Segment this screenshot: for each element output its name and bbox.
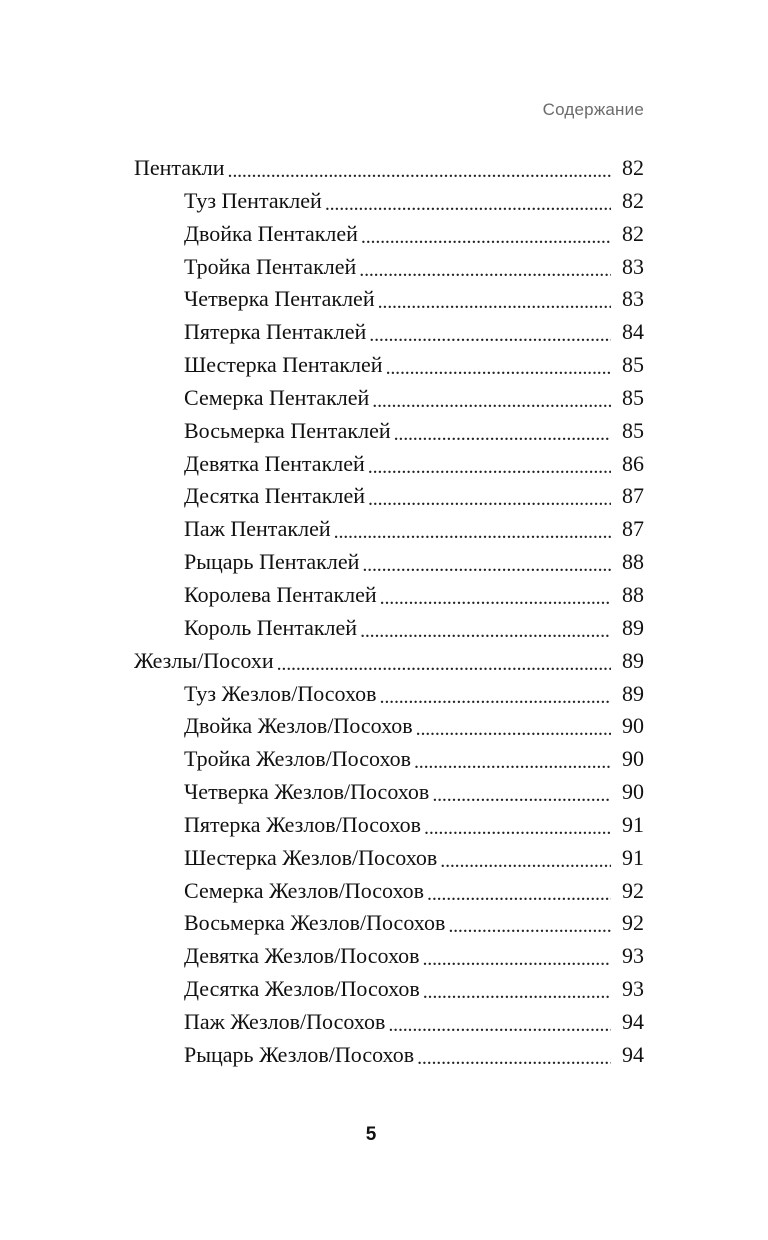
toc-entry-title: Туз Пентаклей (184, 187, 322, 213)
toc-entry[interactable] (134, 185, 644, 218)
dot-leader (423, 975, 611, 999)
toc-entry-title: Пентакли (134, 155, 225, 180)
dot-leader (427, 877, 611, 901)
toc-entry-title: Рыцарь Пентаклей (184, 549, 360, 575)
toc-entry-title: Паж Жезлов/Посохов (184, 1008, 386, 1034)
dot-leader (325, 187, 611, 211)
toc-entry-title: Жезлы/Посохи (134, 647, 274, 673)
toc-entry-page: 90 (622, 779, 644, 805)
dot-leader (414, 745, 611, 769)
toc-entry-title: Семерка Пентаклей (184, 384, 370, 410)
toc-entry[interactable] (134, 316, 644, 349)
toc-entry-page: 82 (622, 155, 644, 180)
toc-entry[interactable] (134, 415, 644, 448)
dot-leader (423, 942, 612, 966)
dot-leader (359, 253, 611, 277)
dot-leader (334, 515, 611, 539)
dot-leader (380, 581, 611, 605)
dot-leader (378, 285, 611, 309)
toc-entry[interactable] (134, 940, 644, 973)
toc-entry-title: Восьмерка Пентаклей (184, 417, 391, 443)
toc-entry-page: 89 (622, 647, 644, 673)
toc-section-entry[interactable] (134, 645, 644, 678)
toc-entry-page: 83 (622, 286, 644, 312)
toc-entry-title: Туз Жезлов/Посохов (184, 680, 377, 706)
toc-entry-page: 94 (622, 1008, 644, 1034)
dot-leader (432, 778, 611, 802)
toc-entry[interactable] (134, 546, 644, 579)
toc-entry[interactable] (134, 283, 644, 316)
dot-leader (368, 482, 611, 506)
toc-entry-title: Семерка Жезлов/Посохов (184, 877, 425, 903)
toc-entry-title: Рыцарь Жезлов/Посохов (184, 1041, 415, 1067)
toc-entry-page: 87 (622, 516, 644, 542)
toc-entry[interactable] (134, 809, 644, 842)
toc-entry-page: 85 (622, 352, 644, 378)
toc-entry-title: Десятка Жезлов/Посохов (184, 976, 420, 1002)
dot-leader (424, 811, 611, 835)
toc-entry-page: 86 (622, 450, 644, 476)
toc-entry-title: Девятка Пентаклей (184, 450, 365, 476)
toc-entry-page: 93 (622, 976, 644, 1002)
dot-leader (361, 220, 611, 244)
dot-leader (394, 417, 611, 441)
dot-leader (362, 548, 611, 572)
toc-entry[interactable] (134, 875, 644, 908)
toc-entry[interactable] (134, 480, 644, 513)
toc-entry[interactable] (134, 1006, 644, 1039)
toc-entry-title: Четверка Жезлов/Посохов (184, 779, 430, 805)
toc-entry[interactable] (134, 776, 644, 809)
toc-entry[interactable] (134, 382, 644, 415)
page-number: 5 (365, 1124, 377, 1145)
toc-entry-page: 92 (622, 877, 644, 903)
toc-entry-page: 91 (622, 844, 644, 870)
toc-entry[interactable] (134, 513, 644, 546)
dot-leader (228, 154, 611, 178)
toc-entry[interactable] (134, 579, 644, 612)
dot-leader (380, 680, 611, 704)
toc-entry[interactable] (134, 907, 644, 940)
toc-entry[interactable] (134, 678, 644, 711)
toc-entry-title: Девятка Жезлов/Посохов (184, 943, 420, 969)
toc-entry[interactable] (134, 842, 644, 875)
toc-entry-title: Пятерка Жезлов/Посохов (184, 811, 422, 837)
toc-entry-title: Шестерка Пентаклей (184, 352, 383, 378)
dot-leader (440, 844, 611, 868)
running-header: Содержание (542, 100, 644, 119)
dot-leader (360, 614, 611, 638)
toc-entry[interactable] (134, 973, 644, 1006)
dot-leader (277, 647, 611, 671)
dot-leader (386, 351, 611, 375)
toc-entry-title: Двойка Жезлов/Посохов (184, 713, 413, 739)
toc-entry[interactable] (134, 448, 644, 481)
toc-entry[interactable] (134, 710, 644, 743)
toc-entry-title: Паж Пентаклей (184, 516, 331, 542)
dot-leader (369, 318, 611, 342)
toc-entry-title: Шестерка Жезлов/Посохов (184, 844, 438, 870)
toc-entry-title: Тройка Жезлов/Посохов (184, 746, 411, 772)
toc-entry-page: 85 (622, 384, 644, 410)
toc-entry[interactable] (134, 743, 644, 776)
toc-entry[interactable] (134, 218, 644, 251)
toc-section-entry[interactable] (134, 152, 644, 185)
toc-entry-title: Пятерка Пентаклей (184, 319, 367, 345)
toc-entry-page: 90 (622, 713, 644, 739)
toc-entry-title: Двойка Пентаклей (184, 220, 358, 246)
toc-entry-page: 82 (622, 220, 644, 246)
toc-entry-page: 83 (622, 253, 644, 279)
toc-entry-title: Королева Пентаклей (184, 581, 377, 607)
dot-leader (372, 384, 611, 408)
toc-entry-title: Четверка Пентаклей (184, 286, 375, 312)
toc-entry-page: 89 (622, 614, 644, 640)
toc-entry-page: 92 (622, 910, 644, 936)
toc-entry-page: 88 (622, 581, 644, 607)
toc-entry[interactable] (134, 349, 644, 382)
toc-entry-title: Восьмерка Жезлов/Посохов (184, 910, 446, 936)
dot-leader (368, 450, 611, 474)
toc-entry[interactable] (134, 612, 644, 645)
toc-entry-page: 87 (622, 483, 644, 509)
toc-entry-page: 89 (622, 680, 644, 706)
toc-entry[interactable] (134, 251, 644, 284)
toc-entry-page: 90 (622, 746, 644, 772)
dot-leader (417, 1041, 611, 1065)
toc-entry-title: Тройка Пентаклей (184, 253, 357, 279)
toc-entry-page: 93 (622, 943, 644, 969)
toc-entry-page: 94 (622, 1041, 644, 1067)
toc-entry-page: 85 (622, 417, 644, 443)
table-of-contents (134, 152, 644, 1072)
toc-entry-page: 88 (622, 549, 644, 575)
dot-leader (388, 1008, 611, 1032)
toc-entry-title: Десятка Пентаклей (184, 483, 365, 509)
toc-entry-page: 91 (622, 811, 644, 837)
dot-leader (448, 909, 611, 933)
toc-entry-page: 82 (622, 187, 644, 213)
toc-entry-title: Король Пентаклей (184, 614, 358, 640)
toc-entry-page: 84 (622, 319, 644, 345)
dot-leader (416, 712, 611, 736)
toc-entry[interactable] (134, 1039, 644, 1072)
